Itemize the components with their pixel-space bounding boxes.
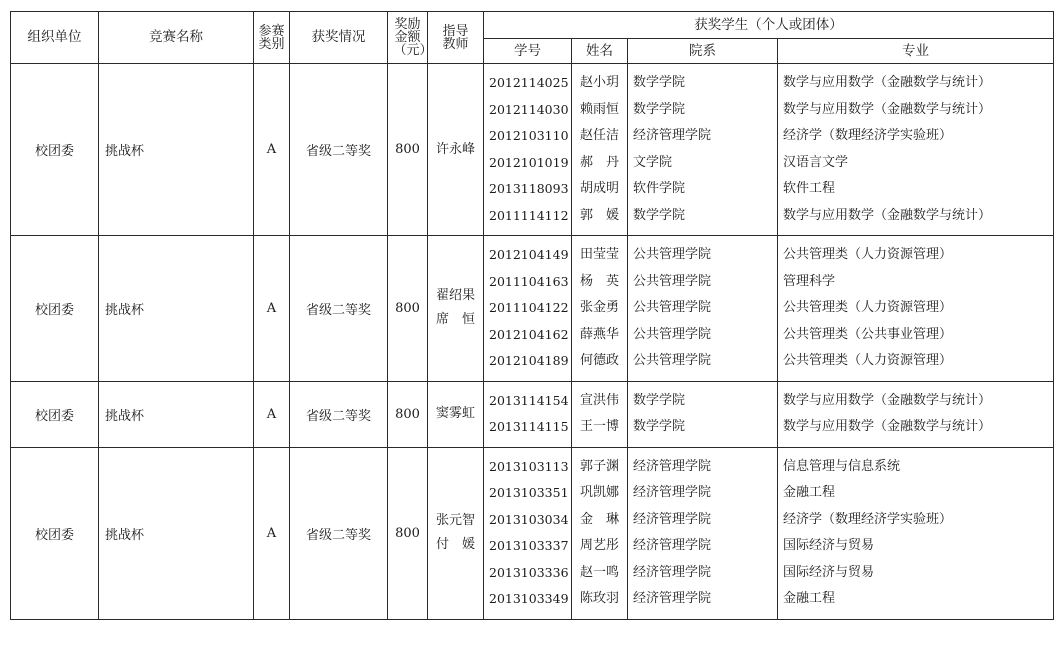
student-name: 陈玫羽: [579, 591, 619, 606]
cell-student-ids: [484, 236, 572, 382]
student-dept: 软件学院: [633, 181, 686, 196]
cell-award: 省级二等奖: [290, 381, 388, 447]
student-major: 金融工程: [783, 485, 836, 500]
student-major: 管理科学: [783, 273, 836, 289]
student-name: 张金勇: [579, 300, 619, 315]
teacher-name: 付 媛: [435, 537, 475, 552]
cell-award: 省级二等奖: [290, 64, 388, 236]
student-id: 2012114025: [489, 75, 569, 90]
student-dept: 公共管理学院: [633, 326, 712, 342]
cell-amount: 800: [388, 447, 428, 619]
student-major: 数学与应用数学（金融数学与统计）: [783, 419, 992, 434]
student-dept: 公共管理学院: [633, 353, 712, 368]
award-group-row: [11, 447, 1054, 619]
cell-org: 校团委: [11, 236, 99, 382]
student-dept: 经济管理学院: [633, 591, 712, 606]
student-name: 郭子渊: [579, 458, 619, 474]
teacher-name: 张元智: [435, 513, 475, 528]
student-name: 王一博: [579, 419, 619, 434]
student-name: 郭 媛: [579, 207, 619, 223]
student-major: 国际经济与贸易: [783, 564, 875, 580]
cell-amount: 800: [388, 64, 428, 236]
cell-teachers: [428, 64, 484, 236]
student-major: 数学与应用数学（金融数学与统计）: [783, 101, 992, 117]
header-teacher: [428, 12, 484, 64]
cell-category: A: [254, 64, 290, 236]
student-major: 国际经济与贸易: [783, 538, 875, 553]
teacher-name: 席 恒: [435, 312, 475, 328]
header-org: 组织单位: [11, 12, 99, 64]
student-name: 田莹莹: [579, 247, 619, 262]
cell-amount: 800: [388, 381, 428, 447]
header-student-id: 学号: [484, 39, 572, 64]
student-major: 公共管理类（人力资源管理）: [783, 300, 953, 315]
student-name: 郝 丹: [579, 154, 619, 170]
cell-contest: 挑战杯: [99, 447, 254, 619]
cell-category: A: [254, 381, 290, 447]
header-contest: 竞赛名称: [99, 12, 254, 64]
header-category: [254, 12, 290, 64]
student-name: 巩凯娜: [579, 485, 619, 500]
cell-amount: 800: [388, 236, 428, 382]
student-name: 赖雨恒: [579, 101, 619, 117]
cell-org: 校团委: [11, 381, 99, 447]
student-major: 数学与应用数学（金融数学与统计）: [783, 392, 992, 408]
student-id: 2013118093: [489, 181, 569, 196]
cell-student-ids: [484, 381, 572, 447]
student-id: 2011114112: [489, 207, 569, 223]
cell-category: A: [254, 236, 290, 382]
cell-student-ids: [484, 447, 572, 619]
student-dept: 公共管理学院: [633, 300, 712, 315]
teacher-name: 许永峰: [435, 141, 475, 157]
header-award: 获奖情况: [290, 12, 388, 64]
cell-student-names: [572, 64, 628, 236]
cell-student-ids: [484, 64, 572, 236]
header-amount: [388, 12, 433, 64]
award-table-page: [10, 11, 1053, 620]
cell-student-depts: [628, 236, 778, 382]
header-dept: 院系: [628, 39, 778, 64]
cell-teachers: [428, 447, 484, 619]
cell-student-majors: [778, 64, 1054, 236]
student-id: 2012114030: [489, 101, 569, 117]
student-id: 2012103110: [489, 128, 569, 143]
cell-student-majors: [778, 236, 1054, 382]
cell-student-names: [572, 236, 628, 382]
student-dept: 公共管理学院: [633, 273, 712, 289]
cell-student-names: [572, 447, 628, 619]
header-amount-text: 奖励金额（元）: [393, 17, 433, 58]
student-id: 2013103113: [489, 458, 569, 474]
cell-org: 校团委: [11, 64, 99, 236]
student-dept: 经济管理学院: [633, 538, 712, 553]
student-id: 2013103351: [489, 485, 569, 500]
student-major: 软件工程: [783, 181, 836, 196]
student-id: 2013103336: [489, 564, 569, 580]
student-major: 经济学（数理经济学实验班）: [783, 128, 953, 143]
award-group-row: [11, 236, 1054, 382]
student-id: 2011104163: [489, 273, 569, 289]
student-dept: 公共管理学院: [633, 247, 712, 262]
student-id: 2012104162: [489, 326, 569, 342]
student-major: 公共管理类（人力资源管理）: [783, 247, 953, 262]
student-dept: 经济管理学院: [633, 511, 712, 527]
student-major: 汉语言文学: [783, 154, 849, 170]
cell-category: A: [254, 447, 290, 619]
header-teacher-text: 指导教师: [442, 23, 469, 52]
student-dept: 数学学院: [633, 419, 686, 434]
student-name: 何德政: [579, 353, 619, 368]
cell-contest: 挑战杯: [99, 64, 254, 236]
teacher-name: 翟绍果: [435, 288, 475, 304]
student-dept: 经济管理学院: [633, 564, 712, 580]
student-name: 周艺彤: [579, 538, 619, 553]
student-dept: 数学学院: [633, 207, 686, 223]
award-table-body: [11, 64, 1054, 620]
cell-award: 省级二等奖: [290, 447, 388, 619]
student-major: 经济学（数理经济学实验班）: [783, 511, 953, 527]
cell-student-depts: [628, 64, 778, 236]
award-group-row: [11, 64, 1054, 236]
cell-award: 省级二等奖: [290, 236, 388, 382]
student-name: 杨 英: [579, 273, 619, 289]
cell-student-majors: [778, 381, 1054, 447]
student-name: 赵一鸣: [579, 564, 619, 580]
student-name: 金 琳: [579, 511, 619, 527]
student-dept: 数学学院: [633, 75, 686, 90]
student-id: 2011104122: [489, 300, 569, 315]
student-major: 公共管理类（公共事业管理）: [783, 326, 953, 342]
student-major: 数学与应用数学（金融数学与统计）: [783, 207, 992, 223]
cell-org: 校团委: [11, 447, 99, 619]
student-id: 2012104149: [489, 247, 569, 262]
student-dept: 数学学院: [633, 101, 686, 117]
cell-teachers: [428, 381, 484, 447]
student-id: 2012101019: [489, 154, 569, 170]
header-major: 专业: [778, 39, 1054, 64]
student-dept: 经济管理学院: [633, 458, 712, 474]
student-major: 公共管理类（人力资源管理）: [783, 353, 953, 368]
header-name: 姓名: [572, 39, 628, 64]
student-id: 2013114115: [489, 419, 569, 434]
student-id: 2013103034: [489, 511, 569, 527]
header-students: 获奖学生（个人或团体）: [484, 12, 1054, 39]
award-table: [10, 11, 1054, 620]
student-major: 数学与应用数学（金融数学与统计）: [783, 75, 992, 90]
student-dept: 经济管理学院: [633, 485, 712, 500]
student-name: 胡成明: [579, 181, 619, 196]
student-dept: 经济管理学院: [633, 128, 712, 143]
student-name: 薛燕华: [579, 326, 619, 342]
teacher-name: 窦雾虹: [435, 406, 475, 421]
header-row-top: [11, 12, 1054, 39]
cell-student-depts: [628, 381, 778, 447]
student-name: 赵任洁: [579, 128, 619, 143]
cell-student-names: [572, 381, 628, 447]
cell-contest: 挑战杯: [99, 381, 254, 447]
student-id: 2012104189: [489, 353, 569, 368]
student-name: 宣洪伟: [579, 392, 619, 408]
student-name: 赵小玥: [579, 75, 619, 90]
student-dept: 文学院: [633, 154, 673, 170]
student-id: 2013103349: [489, 591, 569, 606]
student-major: 金融工程: [783, 591, 836, 606]
student-dept: 数学学院: [633, 392, 686, 408]
cell-teachers: [428, 236, 484, 382]
student-id: 2013103337: [489, 538, 569, 553]
cell-student-majors: [778, 447, 1054, 619]
cell-student-depts: [628, 447, 778, 619]
student-id: 2013114154: [489, 392, 569, 408]
award-group-row: [11, 381, 1054, 447]
student-major: 信息管理与信息系统: [783, 458, 901, 474]
header-category-text: 参赛类别: [258, 23, 285, 52]
cell-contest: 挑战杯: [99, 236, 254, 382]
